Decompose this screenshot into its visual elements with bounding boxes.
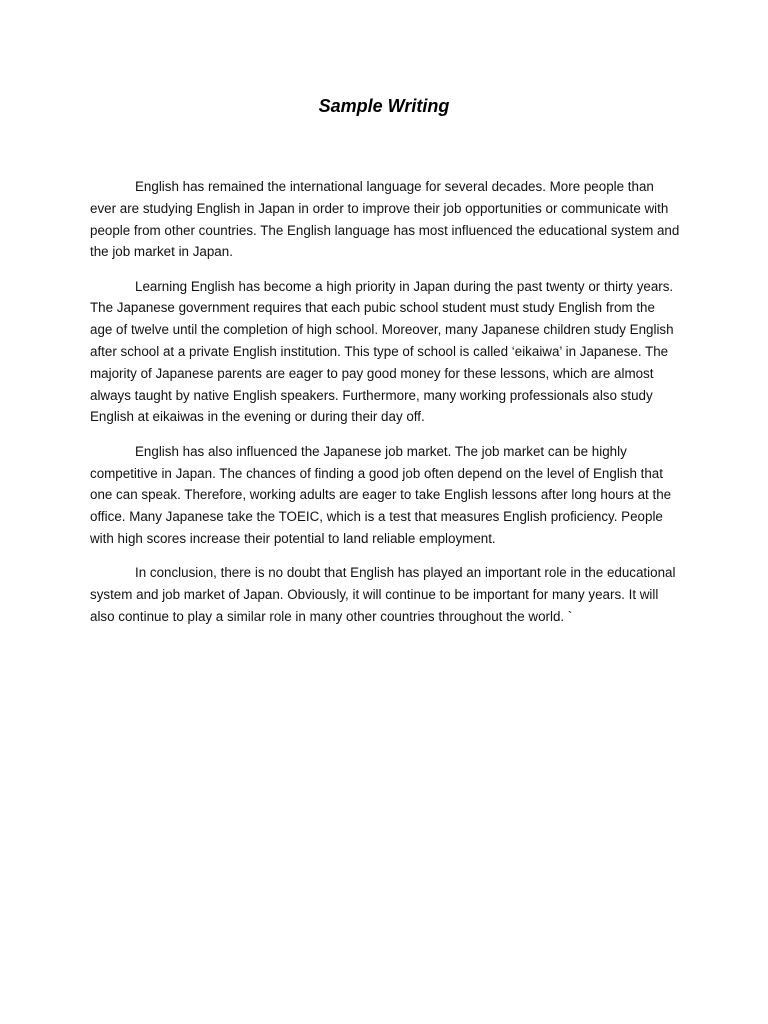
document-title: Sample Writing bbox=[318, 96, 450, 116]
paragraph-learning-english: Learning English has become a high priority in Japan during the past twenty or thirty years. The Japanese government requires that each pubic school student must study English from the age of twelve until the completion of high school. Moreover, many Japanese children study English after school at a private English institution. This type of school is called ‘eikaiwa’ in Japanese. The majority of Japanese parents are eager to pay good money for these lessons, which are almost always taught by native English speakers. Furthermore, many working professionals also study English at eikaiwas in the evening or during their day off. bbox=[90, 278, 674, 425]
paragraph-job-market: English has also influenced the Japanese job market. The job market can be highly competitive in Japan. The chances of finding a good job often depend on the level of English that one can speak. Therefore, working adults are eager to take English lessons after long hours at the office. Many Japanese take the TOEIC, which is a test that measures English proficiency. People with high scores increase their potential to land reliable employment. bbox=[90, 443, 672, 546]
paragraph-intro: English has remained the international language for several decades. More people than ever are studying English in Japan in order to improve their job opportunities or communicate with people from other countries. The English language has most influenced the educational system and the job market in Japan. bbox=[90, 179, 680, 260]
paragraph-conclusion: In conclusion, there is no doubt that English has played an important role in the educational system and job market of Japan. Obviously, it will continue to be important for many years. It will also continue to play a similar role in many other countries throughout the world. ` bbox=[90, 565, 676, 624]
document-body bbox=[90, 176, 680, 640]
